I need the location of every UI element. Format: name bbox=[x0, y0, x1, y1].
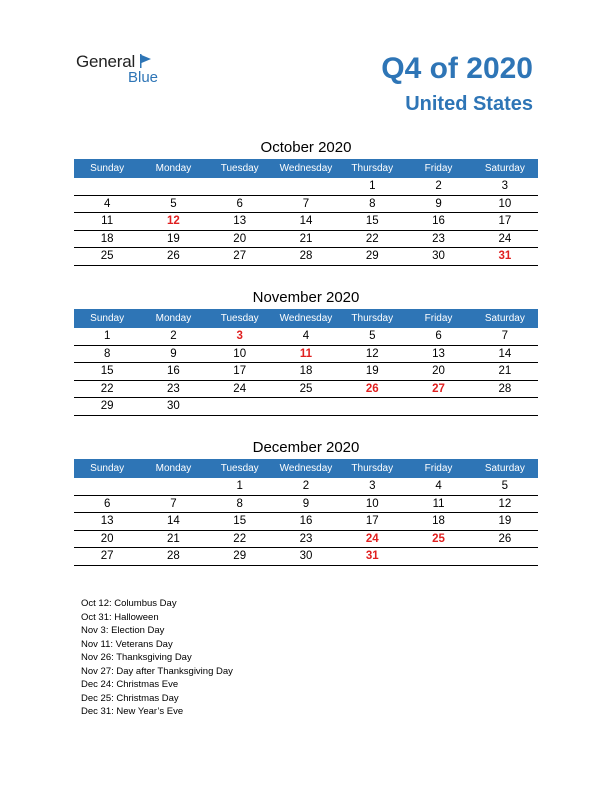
empty-day-cell bbox=[472, 398, 538, 416]
day-cell: 23 bbox=[405, 230, 471, 248]
empty-day-cell bbox=[140, 178, 206, 195]
day-cell: 27 bbox=[207, 248, 273, 266]
day-cell: 7 bbox=[140, 495, 206, 513]
empty-day-cell bbox=[74, 178, 140, 195]
day-cell: 17 bbox=[207, 363, 273, 381]
holiday-note: Oct 12: Columbus Day bbox=[81, 598, 177, 609]
calendar-table bbox=[74, 459, 538, 566]
holiday-day-cell: 11 bbox=[273, 345, 339, 363]
empty-day-cell bbox=[207, 178, 273, 195]
weekday-header: Thursday bbox=[339, 159, 405, 178]
day-cell: 6 bbox=[74, 495, 140, 513]
page-title: Q4 of 2020 bbox=[381, 52, 533, 85]
day-cell: 21 bbox=[140, 530, 206, 548]
weekday-header: Sunday bbox=[74, 159, 140, 178]
weekday-header: Wednesday bbox=[273, 459, 339, 478]
week-row bbox=[74, 363, 538, 381]
month-title: December 2020 bbox=[252, 439, 360, 456]
day-cell: 16 bbox=[140, 363, 206, 381]
day-cell: 24 bbox=[472, 230, 538, 248]
month-title: November 2020 bbox=[252, 289, 360, 306]
day-cell: 1 bbox=[207, 478, 273, 495]
weekday-header: Wednesday bbox=[273, 309, 339, 328]
weekday-header: Tuesday bbox=[207, 459, 273, 478]
day-cell: 20 bbox=[405, 363, 471, 381]
week-row bbox=[74, 328, 538, 345]
week-row bbox=[74, 178, 538, 195]
flag-icon bbox=[140, 54, 152, 68]
holiday-note: Nov 11: Veterans Day bbox=[81, 638, 173, 650]
week-row bbox=[74, 548, 538, 566]
day-cell: 4 bbox=[273, 328, 339, 345]
day-cell: 11 bbox=[405, 495, 471, 513]
holiday-note: Nov 27: Day after Thanksgiving Day bbox=[81, 665, 233, 677]
holiday-notes bbox=[81, 597, 233, 719]
holiday-day-cell: 26 bbox=[339, 380, 405, 398]
week-row bbox=[74, 213, 538, 231]
weekday-header: Sunday bbox=[74, 309, 140, 328]
week-row bbox=[74, 248, 538, 266]
day-cell: 6 bbox=[207, 195, 273, 213]
day-cell: 27 bbox=[74, 548, 140, 566]
day-cell: 12 bbox=[472, 495, 538, 513]
day-cell: 5 bbox=[140, 195, 206, 213]
holiday-note: Dec 31: New Year’s Eve bbox=[81, 706, 184, 717]
day-cell: 30 bbox=[140, 398, 206, 416]
empty-day-cell bbox=[339, 398, 405, 416]
day-cell: 4 bbox=[405, 478, 471, 495]
day-cell: 3 bbox=[339, 478, 405, 495]
holiday-day-cell: 27 bbox=[405, 380, 471, 398]
logo-blue-text: Blue bbox=[128, 69, 159, 86]
day-cell: 19 bbox=[140, 230, 206, 248]
calendar-table bbox=[74, 309, 538, 416]
day-cell: 5 bbox=[472, 478, 538, 495]
weekday-header: Saturday bbox=[472, 459, 538, 478]
day-cell: 20 bbox=[207, 230, 273, 248]
day-cell: 30 bbox=[405, 248, 471, 266]
day-cell: 28 bbox=[273, 248, 339, 266]
day-cell: 16 bbox=[273, 513, 339, 531]
empty-day-cell bbox=[405, 398, 471, 416]
day-cell: 10 bbox=[339, 495, 405, 513]
day-cell: 22 bbox=[74, 380, 140, 398]
day-cell: 13 bbox=[74, 513, 140, 531]
empty-day-cell bbox=[273, 178, 339, 195]
holiday-note: Oct 31: Halloween bbox=[81, 611, 159, 623]
day-cell: 15 bbox=[207, 513, 273, 531]
empty-day-cell bbox=[74, 478, 140, 495]
day-cell: 21 bbox=[273, 230, 339, 248]
holiday-note: Nov 26: Thanksgiving Day bbox=[81, 652, 192, 663]
day-cell: 18 bbox=[74, 230, 140, 248]
day-cell: 9 bbox=[273, 495, 339, 513]
holiday-day-cell: 3 bbox=[207, 328, 273, 345]
day-cell: 29 bbox=[339, 248, 405, 266]
day-cell: 4 bbox=[74, 195, 140, 213]
day-cell: 19 bbox=[472, 513, 538, 531]
week-row bbox=[74, 478, 538, 495]
day-cell: 23 bbox=[273, 530, 339, 548]
day-cell: 8 bbox=[339, 195, 405, 213]
weekday-header: Monday bbox=[140, 159, 206, 178]
day-cell: 28 bbox=[472, 380, 538, 398]
day-cell: 18 bbox=[273, 363, 339, 381]
holiday-day-cell: 24 bbox=[339, 530, 405, 548]
weekday-header: Friday bbox=[405, 459, 471, 478]
month-title: October 2020 bbox=[260, 139, 352, 156]
holiday-day-cell: 12 bbox=[140, 213, 206, 231]
day-cell: 14 bbox=[140, 513, 206, 531]
weekday-header: Saturday bbox=[472, 159, 538, 178]
day-cell: 29 bbox=[207, 548, 273, 566]
holiday-note: Dec 24: Christmas Eve bbox=[81, 679, 179, 690]
month-calendar bbox=[74, 437, 538, 566]
holiday-day-cell: 31 bbox=[472, 248, 538, 266]
day-cell: 8 bbox=[74, 345, 140, 363]
day-cell: 7 bbox=[273, 195, 339, 213]
day-cell: 15 bbox=[74, 363, 140, 381]
day-cell: 9 bbox=[405, 195, 471, 213]
holiday-day-cell: 25 bbox=[405, 530, 471, 548]
day-cell: 17 bbox=[339, 513, 405, 531]
day-cell: 26 bbox=[472, 530, 538, 548]
day-cell: 2 bbox=[273, 478, 339, 495]
day-cell: 10 bbox=[207, 345, 273, 363]
day-cell: 2 bbox=[405, 178, 471, 195]
weekday-header: Sunday bbox=[74, 459, 140, 478]
day-cell: 24 bbox=[207, 380, 273, 398]
weekday-header: Monday bbox=[140, 309, 206, 328]
day-cell: 26 bbox=[140, 248, 206, 266]
day-cell: 29 bbox=[74, 398, 140, 416]
weekday-header: Wednesday bbox=[273, 159, 339, 178]
week-row bbox=[74, 195, 538, 213]
day-cell: 3 bbox=[472, 178, 538, 195]
day-cell: 1 bbox=[74, 328, 140, 345]
day-cell: 25 bbox=[273, 380, 339, 398]
logo-general-text: General bbox=[76, 52, 136, 71]
day-cell: 21 bbox=[472, 363, 538, 381]
day-cell: 6 bbox=[405, 328, 471, 345]
weekday-header-row bbox=[74, 309, 538, 328]
day-cell: 2 bbox=[140, 328, 206, 345]
week-row bbox=[74, 398, 538, 416]
holiday-note: Dec 25: Christmas Day bbox=[81, 692, 179, 704]
day-cell: 14 bbox=[472, 345, 538, 363]
weekday-header: Friday bbox=[405, 159, 471, 178]
month-calendar bbox=[74, 287, 538, 416]
empty-day-cell bbox=[140, 478, 206, 495]
day-cell: 1 bbox=[339, 178, 405, 195]
week-row bbox=[74, 380, 538, 398]
day-cell: 22 bbox=[207, 530, 273, 548]
day-cell: 13 bbox=[405, 345, 471, 363]
weekday-header: Tuesday bbox=[207, 309, 273, 328]
day-cell: 10 bbox=[472, 195, 538, 213]
holiday-day-cell: 31 bbox=[339, 548, 405, 566]
weekday-header-row bbox=[74, 159, 538, 178]
weekday-header: Thursday bbox=[339, 459, 405, 478]
day-cell: 14 bbox=[273, 213, 339, 231]
week-row bbox=[74, 230, 538, 248]
empty-day-cell bbox=[472, 548, 538, 566]
day-cell: 5 bbox=[339, 328, 405, 345]
day-cell: 25 bbox=[74, 248, 140, 266]
day-cell: 30 bbox=[273, 548, 339, 566]
week-row bbox=[74, 495, 538, 513]
day-cell: 16 bbox=[405, 213, 471, 231]
calendar-table bbox=[74, 159, 538, 266]
weekday-header: Thursday bbox=[339, 309, 405, 328]
week-row bbox=[74, 345, 538, 363]
day-cell: 8 bbox=[207, 495, 273, 513]
holiday-note: Nov 3: Election Day bbox=[81, 625, 165, 636]
day-cell: 20 bbox=[74, 530, 140, 548]
weekday-header: Saturday bbox=[472, 309, 538, 328]
weekday-header: Tuesday bbox=[207, 159, 273, 178]
empty-day-cell bbox=[207, 398, 273, 416]
weekday-header-row bbox=[74, 459, 538, 478]
weekday-header: Friday bbox=[405, 309, 471, 328]
day-cell: 17 bbox=[472, 213, 538, 231]
week-row bbox=[74, 530, 538, 548]
day-cell: 7 bbox=[472, 328, 538, 345]
day-cell: 13 bbox=[207, 213, 273, 231]
day-cell: 19 bbox=[339, 363, 405, 381]
day-cell: 12 bbox=[339, 345, 405, 363]
week-row bbox=[74, 513, 538, 531]
generalblue-logo bbox=[76, 52, 176, 88]
day-cell: 15 bbox=[339, 213, 405, 231]
empty-day-cell bbox=[273, 398, 339, 416]
day-cell: 23 bbox=[140, 380, 206, 398]
empty-day-cell bbox=[405, 548, 471, 566]
weekday-header: Monday bbox=[140, 459, 206, 478]
month-calendar bbox=[74, 137, 538, 266]
day-cell: 11 bbox=[74, 213, 140, 231]
country-title: United States bbox=[405, 93, 533, 115]
day-cell: 28 bbox=[140, 548, 206, 566]
day-cell: 22 bbox=[339, 230, 405, 248]
day-cell: 18 bbox=[405, 513, 471, 531]
day-cell: 9 bbox=[140, 345, 206, 363]
